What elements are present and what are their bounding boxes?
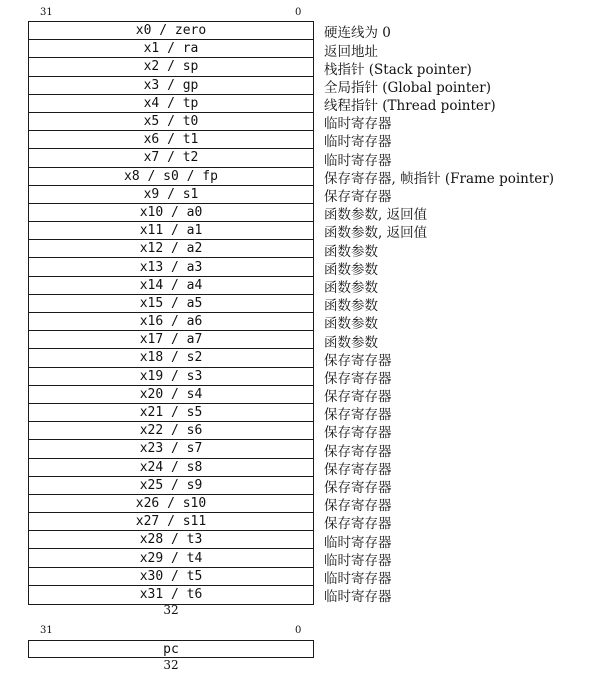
register-description: 保存寄存器	[324, 425, 392, 442]
register-description: 保存寄存器, 帧指针 (Frame pointer)	[324, 170, 555, 187]
register-description: 函数参数	[324, 316, 378, 333]
register-description-list	[324, 25, 608, 607]
register-description: 保存寄存器	[324, 370, 392, 387]
register-description: 临时寄存器	[324, 552, 392, 569]
register-description: 保存寄存器	[324, 516, 392, 533]
register-row: x4 / tp	[29, 95, 313, 113]
register-row: x18 / s2	[29, 349, 313, 367]
register-row: x8 / s0 / fp	[29, 168, 313, 186]
pc-width-label: 32	[163, 658, 179, 672]
pc-msb-label: 31	[40, 625, 53, 636]
register-description: 线程指针 (Thread pointer)	[324, 98, 496, 115]
register-row: x5 / t0	[29, 113, 313, 131]
register-description: 临时寄存器	[324, 570, 392, 587]
register-description: 临时寄存器	[324, 134, 392, 151]
register-row: x14 / a4	[29, 277, 313, 295]
register-description: 临时寄存器	[324, 589, 392, 606]
register-description: 函数参数, 返回值	[324, 225, 428, 242]
register-description: 保存寄存器	[324, 498, 392, 515]
register-row: x6 / t1	[29, 131, 313, 149]
register-file-table	[28, 21, 314, 605]
register-description: 返回地址	[324, 43, 378, 60]
register-row: x1 / ra	[29, 40, 313, 58]
register-row: x7 / t2	[29, 149, 313, 167]
register-description: 函数参数	[324, 261, 378, 278]
register-row: x29 / t4	[29, 549, 313, 567]
register-description: 函数参数	[324, 298, 378, 315]
register-row: x2 / sp	[29, 58, 313, 76]
register-width-label: 32	[163, 603, 179, 617]
register-row: x3 / gp	[29, 77, 313, 95]
register-row: x20 / s4	[29, 386, 313, 404]
register-description: 保存寄存器	[324, 443, 392, 460]
register-description: 保存寄存器	[324, 480, 392, 497]
register-description: 临时寄存器	[324, 116, 392, 133]
register-row: x13 / a3	[29, 258, 313, 276]
register-description: 函数参数, 返回值	[324, 207, 428, 224]
register-row: x19 / s3	[29, 368, 313, 386]
register-row: x25 / s9	[29, 477, 313, 495]
register-description: 保存寄存器	[324, 389, 392, 406]
register-description: 保存寄存器	[324, 407, 392, 424]
register-row: x17 / a7	[29, 331, 313, 349]
register-row: x16 / a6	[29, 313, 313, 331]
register-row: x9 / s1	[29, 186, 313, 204]
register-msb-label: 31	[40, 7, 53, 18]
pc-register-box: pc	[28, 640, 314, 658]
register-description: 保存寄存器	[324, 189, 392, 206]
register-description: 保存寄存器	[324, 352, 392, 369]
register-row: x11 / a1	[29, 222, 313, 240]
pc-lsb-label: 0	[295, 625, 302, 636]
register-description: 保存寄存器	[324, 461, 392, 478]
register-description: 函数参数	[324, 279, 378, 296]
register-row: x23 / s7	[29, 440, 313, 458]
register-description: 临时寄存器	[324, 152, 392, 169]
register-description: 栈指针 (Stack pointer)	[324, 61, 472, 78]
register-description: 临时寄存器	[324, 534, 392, 551]
register-row: x21 / s5	[29, 404, 313, 422]
register-row: x24 / s8	[29, 459, 313, 477]
register-row: x12 / a2	[29, 240, 313, 258]
register-lsb-label: 0	[295, 7, 302, 18]
register-description: 硬连线为 0	[324, 25, 391, 42]
register-description: 函数参数	[324, 243, 378, 260]
register-description: 函数参数	[324, 334, 378, 351]
register-row: x30 / t5	[29, 568, 313, 586]
register-row: x26 / s10	[29, 495, 313, 513]
register-row: x0 / zero	[29, 22, 313, 40]
register-row: x15 / a5	[29, 295, 313, 313]
register-row: x10 / a0	[29, 204, 313, 222]
register-row: x28 / t3	[29, 531, 313, 549]
register-row: x31 / t6	[139, 587, 203, 603]
register-description: 全局指针 (Global pointer)	[324, 79, 492, 96]
register-row: x27 / s11	[29, 513, 313, 531]
register-row: x22 / s6	[29, 422, 313, 440]
